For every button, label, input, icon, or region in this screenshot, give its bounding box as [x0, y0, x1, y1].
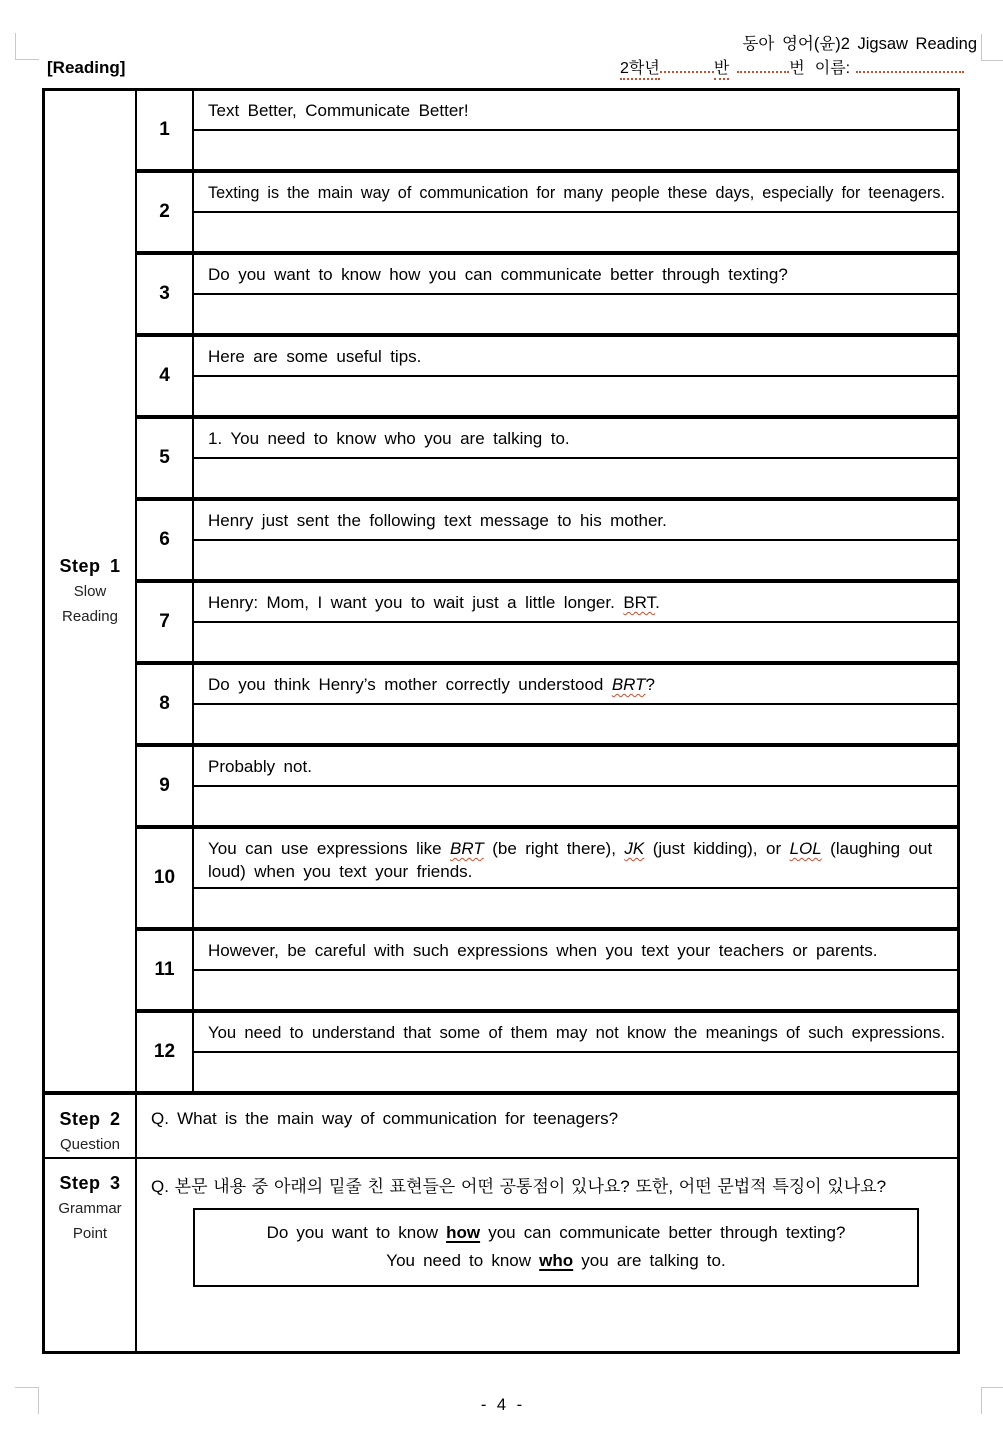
- answer-cell: [194, 623, 957, 661]
- step2-question: Q. What is the main way of communication for teenagers?: [151, 1109, 619, 1128]
- sentence-cell: [194, 173, 957, 213]
- reading-section-label: [Reading]: [47, 58, 126, 77]
- answer-cell: [194, 295, 957, 333]
- sentence-cell: [194, 747, 957, 787]
- sentence-cell: [194, 337, 957, 377]
- row-number: 11: [137, 931, 194, 1009]
- step2-section: [45, 1091, 957, 1157]
- reading-row: [137, 501, 957, 583]
- step3-question: Q. 본문 내용 중 아래의 밑줄 친 표현들은 어떤 공통점이 있나요? 또한, 어떤 문법적 특징이 있나요?: [151, 1177, 887, 1196]
- crop-mark-top-left: [15, 33, 39, 60]
- sentence-cell: [194, 931, 957, 971]
- answer-cell: [194, 971, 957, 1009]
- step3-label-cell: [45, 1159, 137, 1351]
- sentence-cell: [194, 419, 957, 459]
- step3-content: [137, 1159, 957, 1351]
- sentence-text: Text Better, Communicate Better!: [208, 101, 469, 120]
- crop-mark-top-right: [981, 34, 1003, 61]
- sentence-text: Do you think Henry’s mother correctly understood BRT?: [208, 675, 655, 694]
- grade-label: 2학년: [620, 60, 660, 80]
- step2-label-cell: [45, 1095, 137, 1157]
- reading-row: [137, 91, 957, 173]
- row-number: 6: [137, 501, 194, 579]
- sentence-text: Probably not.: [208, 757, 312, 776]
- sentence-cell: [194, 665, 957, 705]
- class-blank: [660, 55, 714, 73]
- answer-cell: [194, 131, 957, 169]
- number-blank: [737, 55, 789, 73]
- grammar-example-line: You need to know who you are talking to.: [386, 1251, 726, 1270]
- row-number: 3: [137, 255, 194, 333]
- step3-subtitle-line1: Grammar: [58, 1200, 122, 1217]
- reading-row: [137, 173, 957, 255]
- reading-row: [137, 1013, 957, 1091]
- answer-cell: [194, 1053, 957, 1091]
- sentence-text: Henry: Mom, I want you to wait just a little longer. BRT.: [208, 593, 660, 612]
- number-suffix-label: 번: [789, 60, 805, 77]
- sentence-cell: [194, 1013, 957, 1053]
- class-suffix-label: 반: [714, 60, 729, 80]
- reading-row: [137, 931, 957, 1013]
- reading-row: [137, 419, 957, 501]
- reading-row: [137, 747, 957, 829]
- step1-label-cell: [45, 91, 137, 1091]
- reading-rows: [137, 91, 957, 1091]
- sentence-cell: [194, 255, 957, 295]
- answer-cell: [194, 787, 957, 825]
- step1-title: Step 1: [59, 556, 121, 576]
- row-number: 12: [137, 1013, 194, 1091]
- page-number: - 4 -: [480, 1396, 523, 1414]
- name-label: 이름:: [814, 60, 851, 77]
- reading-row: [137, 665, 957, 747]
- row-number: 7: [137, 583, 194, 661]
- sentence-text: You can use expressions like BRT (be right there), JK (just kidding), or LOL (laughing out loud) when you text your friends.: [208, 839, 933, 881]
- row-number: 9: [137, 747, 194, 825]
- sentence-text: Here are some useful tips.: [208, 347, 422, 366]
- step3-title: Step 3: [59, 1173, 121, 1193]
- answer-cell: [194, 889, 957, 927]
- sentence-text: Do you want to know how you can communicate better through texting?: [208, 265, 788, 284]
- answer-cell: [194, 377, 957, 415]
- step2-subtitle: Question: [59, 1136, 121, 1153]
- doc-title: 동아 영어(윤)2 Jigsaw Reading: [742, 35, 977, 53]
- step1-section: [45, 91, 957, 1091]
- reading-row: [137, 583, 957, 665]
- sentence-cell: [194, 583, 957, 623]
- sentence-text: Texting is the main way of communication for many people these days, especially for teenagers.: [208, 183, 945, 202]
- sentence-cell: [194, 501, 957, 541]
- row-number: 8: [137, 665, 194, 743]
- sentence-cell: [194, 91, 957, 131]
- reading-row: [137, 337, 957, 419]
- row-number: 4: [137, 337, 194, 415]
- reading-row: [137, 829, 957, 931]
- step3-subtitle-line2: Point: [72, 1225, 108, 1242]
- step1-subtitle-line1: Slow: [73, 583, 107, 600]
- answer-cell: [194, 459, 957, 497]
- grammar-example-box: [193, 1208, 919, 1287]
- row-number: 10: [137, 829, 194, 927]
- answer-cell: [194, 541, 957, 579]
- name-blank: [856, 55, 964, 73]
- answer-cell: [194, 705, 957, 743]
- step1-subtitle-line2: Reading: [62, 608, 118, 625]
- step3-section: [45, 1157, 957, 1351]
- sentence-text: However, be careful with such expressions when you text your teachers or parents.: [208, 941, 878, 960]
- reading-row: [137, 255, 957, 337]
- row-number: 1: [137, 91, 194, 169]
- reading-table: [42, 88, 960, 1354]
- answer-cell: [194, 213, 957, 251]
- sentence-cell: [194, 829, 957, 889]
- step2-title: Step 2: [59, 1109, 121, 1129]
- sentence-text: You need to understand that some of them may not know the meanings of such expressions.: [208, 1023, 946, 1042]
- sentence-text: 1. You need to know who you are talking to.: [208, 429, 570, 448]
- grammar-example-line: Do you want to know how you can communicate better through texting?: [266, 1223, 846, 1242]
- student-info-line: [620, 55, 964, 78]
- sentence-text: Henry just sent the following text message to his mother.: [208, 511, 667, 530]
- row-number: 2: [137, 173, 194, 251]
- row-number: 5: [137, 419, 194, 497]
